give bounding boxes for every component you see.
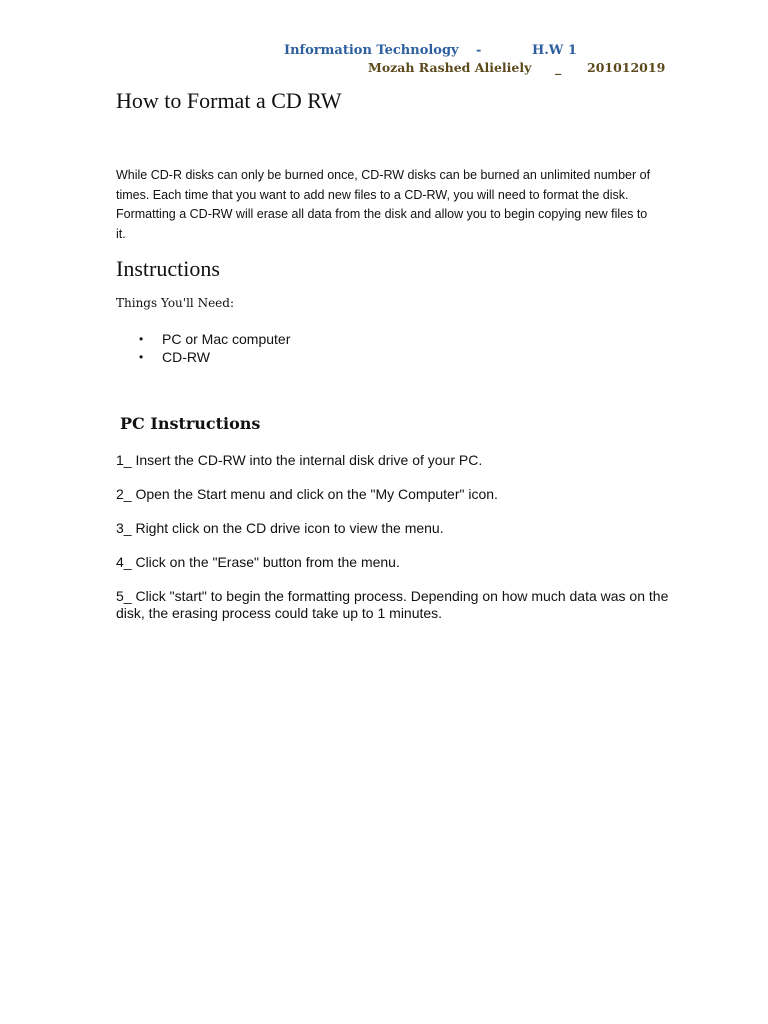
- list-item-label: PC or Mac computer: [162, 331, 291, 347]
- intro-paragraph: While CD-R disks can only be burned once, CD-RW disks can be burned an unlimited number of times. Each time that you want to add new files to a CD-RW, you will need to format the disk. Formatting a CD-RW will erase all data from the disk and allow you to begin copying new files to it.: [116, 168, 651, 241]
- pc-instructions-heading: PC Instructions: [120, 414, 261, 433]
- list-item: [136, 348, 290, 366]
- step-item: 2_ Open the Start menu and click on the "My Computer" icon.: [116, 486, 498, 502]
- step-item: 5_ Click "start" to begin the formatting process. Depending on how much data was on the disk, the erasing process could take up to 1 minutes.: [116, 588, 669, 621]
- step-item: 4_ Click on the "Erase" button from the menu.: [116, 554, 400, 570]
- header-course: Information Technology: [284, 43, 459, 58]
- header-assignment: H.W 1: [532, 43, 577, 58]
- header-dash: -: [476, 43, 482, 58]
- pc-steps-list: [116, 452, 676, 639]
- list-item-label: CD-RW: [162, 349, 210, 365]
- list-item: [136, 330, 290, 348]
- header-underscore: _: [555, 60, 562, 75]
- step-item: 3_ Right click on the CD drive icon to view the menu.: [116, 520, 444, 536]
- things-needed-label: Things You'll Need:: [116, 296, 235, 310]
- things-needed-list: [136, 330, 290, 366]
- header-student-id: 201012019: [587, 60, 666, 75]
- document-title: How to Format a CD RW: [116, 88, 342, 113]
- step-item: 1_ Insert the CD-RW into the internal disk drive of your PC.: [116, 452, 483, 468]
- header-student-name: Mozah Rashed Alieliely: [368, 60, 532, 75]
- instructions-heading: Instructions: [116, 256, 220, 281]
- bullet-icon: •: [139, 350, 144, 364]
- bullet-icon: •: [139, 332, 144, 346]
